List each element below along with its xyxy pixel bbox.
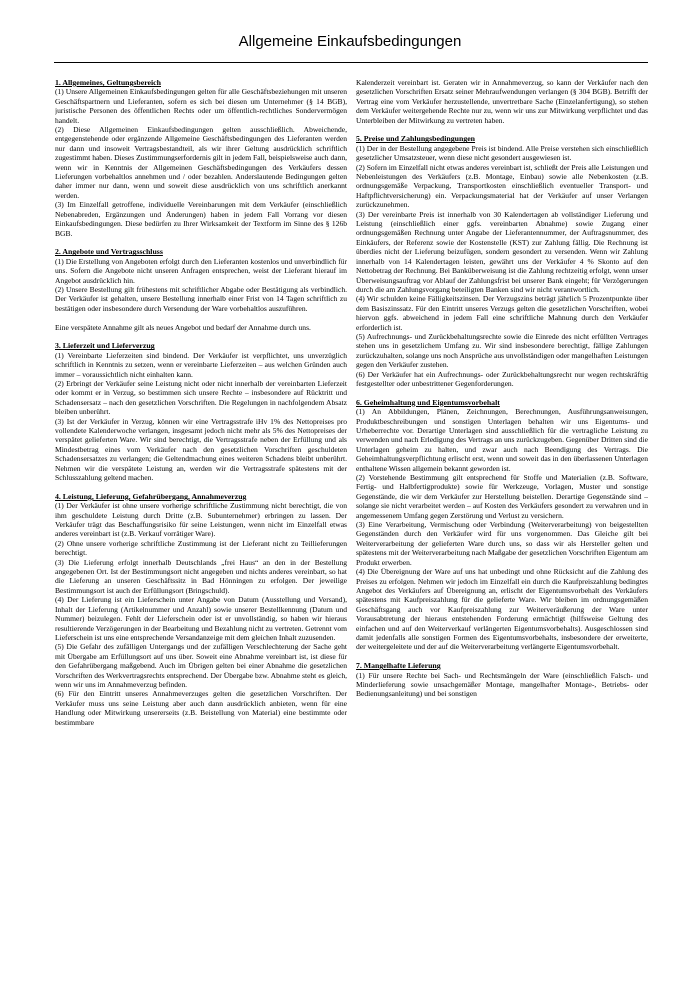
paragraph: (6) Der Verkäufer hat ein Aufrechnungs- oder Zurückbehaltungsrecht nur wegen rechtskräftig festgestellter oder unbestrittener Gegenforderungen. (356, 369, 648, 388)
paragraph: (1) Der in der Bestellung angegebene Preis ist bindend. Alle Preise verstehen sich einschließlich gesetzlicher Umsatzsteuer, wenn diese nicht gesondert ausgewiesen ist. (356, 143, 648, 163)
paragraph: (5) Die Gefahr des zufälligen Untergangs und der zufälligen Verschlechterung der Sache geht mit Übergabe am Erfüllungsort auf uns über. Soweit eine Abnahme vereinbart ist, ist diese für den Gefahrübergang maßgebend. Auch im Übrigen gelten bei einer Abnahme die gesetzlichen Vorschriften des Werkvertragsrechts entsprechend. Der Übergabe bzw. Abnahme steht es gleich, wenn wir uns im Annahmeverzug befinden. (55, 642, 347, 689)
section (55, 332, 347, 482)
document-title: Allgemeine Einkaufsbedingungen (238, 33, 462, 50)
section-gap (356, 652, 648, 661)
paragraph: (1) An Abbildungen, Plänen, Zeichnungen, Berechnungen, Ausführungsanweisungen, Produktbeschreibungen und sonstigen Unterlagen behalten wir uns Eigentums- und Urheberrechte vor. Derartige Unterlagen sind ausschließlich für die vertragliche Leistung zu verwenden und nach Erledigung des Vertrags an uns zurückzugeben. Gegenüber Dritten sind die Unterlagen geheim zu halten, und zwar auch nach Beendigung des Vertrags. Die Geheimhaltungsverpflichtung erlischt erst, wenn und soweit das in den überlassenen Unterlagen enthaltene Wissen allgemein bekannt geworden ist. (356, 407, 648, 473)
title-rule (54, 62, 648, 63)
paragraph: (1) Die Erstellung von Angeboten erfolgt durch den Lieferanten kostenlos und unverbindlich für uns. Sofern die Angebote nicht unseren Anfragen entsprechen, weist der Lieferant hierauf im Angebot ausdrücklich hin. (55, 256, 347, 285)
paragraph: (4) Die Übereignung der Ware auf uns hat unbedingt und ohne Rücksicht auf die Zahlung des Preises zu erfolgen. Nehmen wir jedoch im Einzelfall ein durch die Kaufpreiszahlung bedingtes Angebot des Verkäufers auf Übereignung an, erlischt der Eigentumsvorbehalt des Verkäufers spätestens mit Kaufpreiszahlung für die gelieferte Ware. Wir bleiben im ordnungsgemäßen Geschäftsgang auch vor Kaufpreiszahlung zur Weiterveräußerung der Ware unter Vorausabtretung der hieraus entstehenden Forderung ermächtigt (hilfsweise Geltung des einfachen und auf den Weiterverkauf verlängerten Eigentumsvorbehalts). Ausgeschlossen sind damit jedenfalls alle sonstigen Formen des Eigentumsvorbehalts, insbesondere der erweiterte, der weitergeleitete und der auf die Weiterverarbeitung verlängerte Eigentumsvorbehalt. (356, 567, 648, 652)
section-gap (55, 332, 347, 341)
section (356, 388, 648, 651)
paragraph: (1) Unsere Allgemeinen Einkaufsbedingungen gelten für alle Geschäftsbeziehungen mit unseren Geschäftspartnern und Lieferanten, sofern es sich bei diesen um Unternehmer (§ 14 BGB), juristische Personen des öffentlichen Rechts oder um öffentlich-rechtliches Sondervermögen handelt. (55, 87, 347, 125)
section-heading: 7. Mangelhafte Lieferung (356, 661, 441, 671)
paragraph: (4) Wir schulden keine Fälligkeitszinsen. Der Verzugszins beträgt jährlich 5 Prozentpunkte über dem Basiszinssatz. Für den Eintritt unseres Verzugs gelten die gesetzlichen Vorschriften, wobei hiervon ggfs. abweichend in jedem Fall eine schriftliche Mahnung durch den Verkäufer erforderlich ist. (356, 294, 648, 332)
section-heading: 1. Allgemeines, Geltungsbereich (55, 78, 161, 87)
section-heading: 5. Preise und Zahlungsbedingungen (356, 134, 476, 144)
section (55, 78, 347, 238)
paragraph: (2) Sofern im Einzelfall nicht etwas anderes vereinbart ist, schließt der Preis alle Leistungen und Nebenleistungen des Verkäufers (z.B. Montage, Einbau) sowie alle Nebenkosten (z.B. ordnungsgemäße Verpackung, Transportkosten einschließlich eventueller Transport- und Haftpflichtversicherung) ein. Verpackungsmaterial hat der Verkäufer auf unser Verlangen zurückzunehmen. (356, 162, 648, 210)
paragraph: (3) Eine Verarbeitung, Vermischung oder Verbindung (Weiterverarbeitung) von beigestellten Gegenständen durch den Verkäufer wird für uns vorgenommen. Das Gleiche gilt bei Weiterverarbeitung der gelieferten Ware durch uns, so dass wir als Hersteller gelten und spätestens mit der Weiterverarbeitung nach Maßgabe der gesetzlichen Vorschriften Eigentum am Produkt erwerben. (356, 520, 648, 567)
paragraph: (2) Unsere Bestellung gilt frühestens mit schriftlicher Abgabe oder Bestätigung als verbindlich. Der Verkäufer ist gehalten, unsere Bestellung innerhalb einer Frist von 14 Tagen schriftlich zu bestätigen oder insbesondere durch Versendung der Ware vorbehaltlos auszuführen. (55, 284, 347, 313)
section-gap (55, 238, 347, 247)
section (55, 482, 347, 727)
section-gap (55, 482, 347, 491)
left-column (55, 78, 347, 983)
section-heading: 6. Geheimhaltung und Eigentumsvorbehalt (356, 397, 500, 407)
paragraph: (2) Vorstehende Bestimmung gilt entsprechend für Stoffe und Materialien (z.B. Software, Fertig- und Halbfertigprodukte) sowie für Werkzeuge, Vorlagen, Muster und sonstige Gegenstände, die wir dem Verkäufer zur Herstellung beistellen. Derartige Gegenstände sind – solange sie nicht verarbeitet werden – auf Kosten des Verkäufers gesondert zu verwahren und in angemessenem Umfang gegen Zerstörung und Verlust zu versichern. (356, 473, 648, 520)
paragraph: (1) Für unsere Rechte bei Sach- und Rechtsmängeln der Ware (einschließlich Falsch- und Minderlieferung sowie unsachgemäßer Montage, mangelhafter Montage-, Betriebs- oder Bedienungsanleitung) und bei sonstigen (356, 670, 648, 699)
paragraph: (3) Im Einzelfall getroffene, individuelle Vereinbarungen mit dem Verkäufer (einschließlich Nebenabreden, Ergänzungen und Änderungen) haben in jedem Fall Vorrang vor diesen Einkaufsbedingungen. Diese bedürfen zu Ihrer Wirksamkeit der Textform im Sinne des § 126b BGB. (55, 200, 347, 238)
paragraph-spacer (55, 313, 347, 322)
section-heading: 4. Leistung, Lieferung, Gefahrübergang, Annahmeverzug (55, 491, 247, 501)
section-heading: 2. Angebote und Vertragsschluss (55, 247, 163, 257)
section (356, 652, 648, 699)
paragraph: (3) Ist der Verkäufer in Verzug, können wir eine Vertragsstrafe iHv 1% des Nettopreises pro vollendete Kalenderwoche verlangen, insgesamt jedoch nicht mehr als 5% des Nettopreises der verspätet gelieferten Ware. Wir sind berechtigt, die Vertragsstrafe neben der Erfüllung und als Mindestbetrag eines vom Verkäufer nach den gesetzlichen Vorschriften geschuldeten Schadensersatzes zu verlangen; die Geltendmachung eines weiteren Schadens bleibt unberührt. Nehmen wir die verspätete Leistung an, werden wir die Vertragsstrafe spätestens mit der Schlusszahlung geltend machen. (55, 416, 347, 483)
right-column (356, 78, 648, 983)
section-gap (356, 388, 648, 397)
section (356, 125, 648, 388)
paragraph: (1) Vereinbarte Lieferzeiten sind bindend. Der Verkäufer ist verpflichtet, uns unverzüglich schriftlich in Kenntnis zu setzen, wenn er vereinbarte Lieferzeiten – aus welchen Gründen auch immer – voraussichtlich nicht einhalten kann. (55, 350, 347, 379)
paragraph: (6) Für den Eintritt unseres Annahmeverzuges gelten die gesetzlichen Vorschriften. Der Verkäufer muss uns seine Leistung aber auch dann ausdrücklich anbieten, wenn für eine Handlung oder Mitwirkung unsererseits (z.B. Beistellung von Material) eine bestimmte oder bestimmbare (55, 689, 347, 727)
paragraph: (2) Diese Allgemeinen Einkaufsbedingungen gelten ausschließlich. Abweichende, entgegenstehende oder ergänzende Allgemeine Geschäftsbedingungen des Lieferanten werden nur dann und insoweit Vertragsbestandteil, als wir ihrer Geltung ausdrücklich schriftlich zugestimmt haben. Dieses Zustimmungserfordernis gilt in jedem Fall, beispielsweise auch dann, wenn wir in Kenntnis der Allgemeinen Geschäftsbedingungen des Verkäufers dessen Lieferungen vorbehaltlos annehmen und / oder bezahlen. Anderslautende Bedingungen gelten daher immer nur dann, wenn und soweit diese ausdrücklich von uns schriftlich anerkannt werden. (55, 125, 347, 200)
paragraph: Eine verspätete Annahme gilt als neues Angebot und bedarf der Annahme durch uns. (55, 322, 311, 332)
paragraph: (4) Der Lieferung ist ein Lieferschein unter Angabe von Datum (Ausstellung und Versand), Inhalt der Lieferung (Artikelnummer und Anzahl) sowie unserer Bestellkennung (Datum und Nummer) beizulegen. Fehlt der Lieferschein oder ist er unvollständig, so haben wir hieraus resultierende Verzögerungen in der Bearbeitung und Bezahlung nicht zu vertreten. Getrennt vom Lieferschein ist uns eine entsprechende Versandanzeige mit dem gleichen Inhalt zuzusenden. (55, 595, 347, 642)
paragraph: (3) Der vereinbarte Preis ist innerhalb von 30 Kalendertagen ab vollständiger Lieferung und Leistung (einschließlich einer ggfs. vereinbarten Abnahme) sowie Zugang einer ordnungsgemäßen Rechnung unter Angabe der Lieferantennummer, der Auftragsnummer, des Einkäufers, der Referenz sowie der Kostenstelle (KST) zur Zahlung fällig. Die Rechnung ist überdies nicht der Lieferung beizufügen, sondern gesondert zu versenden. Wenn wir Zahlung innerhalb von 14 Kalendertagen leisten, gewährt uns der Verkäufer 4 % Skonto auf den Nettobetrag der Rechnung. Bei Banküberweisung ist die Zahlung rechtzeitig erfolgt, wenn unser Überweisungsauftrag vor Ablauf der Zahlungsfrist bei unserer Bank eingeht; für Verzögerungen durch die am Zahlungsvorgang beteiligten Banken sind wir nicht verantwortlich. (356, 209, 648, 294)
section (356, 78, 648, 125)
paragraph: Kalenderzeit vereinbart ist. Geraten wir in Annahmeverzug, so kann der Verkäufer nach den gesetzlichen Vorschriften Ersatz seiner Mehraufwendungen verlangen (§ 304 BGB). Betrifft der Vertrag eine vom Verkäufer herzustellende, unvertretbare Sache (Einzelanfertigung), so stehen dem Verkäufer weitergehende Rechte nur zu, wenn wir uns zur Mitwirkung verpflichtet und das Unterbleiben der Mitwirkung zu vertreten haben. (356, 78, 648, 125)
paragraph: (5) Aufrechnungs- und Zurückbehaltungsrechte sowie die Einrede des nicht erfüllten Vertrages stehen uns in gesetzlichem Umfang zu. Wir sind insbesondere berechtigt, fällige Zahlungen zurückzuhalten, solange uns noch Ansprüche aus unvollständigen oder mangelhaften Leistungen gegen den Verkäufer zustehen. (356, 331, 648, 370)
section-heading: 3. Lieferzeit und Lieferverzug (55, 341, 155, 351)
paragraph: (1) Der Verkäufer ist ohne unsere vorherige schriftliche Zustimmung nicht berechtigt, die von ihm geschuldete Leistung durch Dritte (z.B. Subunternehmer) erbringen zu lassen. Der Verkäufer trägt das Beschaffungsrisiko für seine Leistungen, wenn nicht im Einzelfall etwas anderes vereinbart ist (z.B. Verkauf vorrätiger Ware). (55, 501, 347, 539)
paragraph: (2) Erbringt der Verkäufer seine Leistung nicht oder nicht innerhalb der vereinbarten Lieferzeit oder kommt er in Verzug, so bestimmen sich unsere Rechte – insbesondere auf Rücktritt und Schadensersatz – nach den gesetzlichen Vorschriften. Die Regelungen in nachfolgendem Absatz bleiben unberührt. (55, 378, 347, 417)
paragraph: (3) Die Lieferung erfolgt innerhalb Deutschlands „frei Haus“ an den in der Bestellung angegebenen Ort. Ist der Bestimmungsort nicht angegeben und nichts anderes vereinbart, so hat die Lieferung an unseren Geschäftssitz in Bad Hönningen zu erfolgen. Der jeweilige Bestimmungsort ist auch der Erfüllungsort (Bringschuld). (55, 557, 347, 595)
section-gap (356, 125, 648, 134)
paragraph: (2) Ohne unsere vorherige schriftliche Zustimmung ist der Lieferant nicht zu Teillieferungen berechtigt. (55, 538, 347, 558)
section (55, 238, 347, 332)
